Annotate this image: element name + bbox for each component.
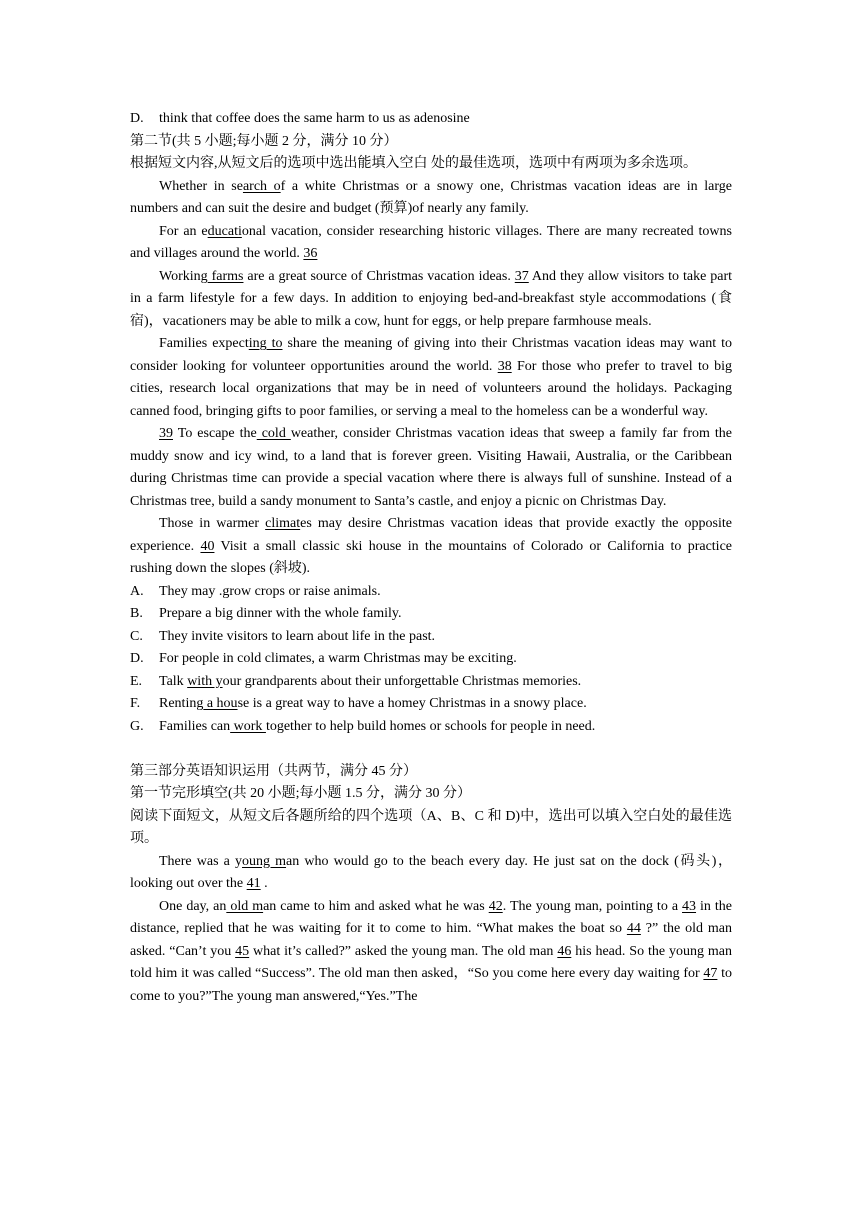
passage-paragraph-5: 39 To escape the cold weather, consider Christmas vacation ideas that sweep a family far from the muddy snow and icy wind, to a land that is forever green. Visiting Hawaii, Australia, or the Caribbean during Christmas time can provide a special vacation where there is always full of sunshine. Instead of a Christmas tree, build a sandy monument to Santa’s castle, and enjoy a picnic on Christmas Day.	[130, 426, 732, 509]
option-c: C. They invite visitors to learn about life in the past.	[130, 628, 436, 644]
blank-39: 39	[159, 426, 173, 441]
part3-instruction: 阅读下面短文，从短文后各题所给的四个选项（A、B、C 和 D)中，选出可以填入空白处的最佳选项。	[130, 808, 732, 846]
blank-46: 46	[557, 943, 572, 959]
blank-40: 40	[200, 538, 215, 554]
section-spacer	[130, 738, 732, 761]
option-e: E. Talk with your grandparents about their unforgettable Christmas memories.	[130, 673, 582, 689]
passage-paragraph-6: Those in warmer climates may desire Christmas vacation ideas that provide exactly the opposite experience. 40 Visit a small classic ski house in the mountains of Colorado or California to practice rushing down the slopes (斜坡).	[130, 516, 733, 576]
blank-44: 44	[626, 921, 641, 936]
blank-42: 42	[488, 898, 503, 914]
option-b: B. Prepare a big dinner with the whole family.	[130, 606, 402, 621]
passage-paragraph-2: For an educational vacation, consider researching historic villages. There are many recreated towns and villages around the world. 36	[130, 223, 732, 261]
previous-question-option-d: D. think that coffee does the same harm to us as adenosine	[130, 111, 470, 126]
cloze-paragraph-1: There was a young man who would go to the beach every day. He just sat on the dock (码头)，looking out over the 41 .	[130, 853, 732, 891]
blank-43: 43	[682, 898, 697, 914]
option-g: G. Families can work together to help build homes or schools for people in need.	[130, 718, 596, 734]
blank-38: 38	[497, 358, 512, 374]
cloze-paragraph-2: One day, an old man came to him and asked what he was 42. The young man, pointing to a 43 in the distance, replied that he was waiting for it to come to him. “What makes the boat so 44 ?” the old man asked. “Can’t you 45 what it’s called?” asked the young man. The old man 46 his head. So the young man told him it was called “Success”. The old man then asked，“So you come here every day waiting for 47 to come to you?”The young man answered,“Yes.”The	[130, 898, 733, 1004]
blank-36: 36	[303, 246, 318, 261]
part3-section1-title: 第一节完形填空(共 20 小题;每小题 1.5 分，满分 30 分）	[130, 786, 472, 801]
option-d: D. For people in cold climates, a warm Christmas may be exciting.	[130, 651, 517, 666]
passage-paragraph-3: Working farms are a great source of Christmas vacation ideas. 37 And they allow visitors to take part in a farm lifestyle for a few days. In addition to enjoying bed-and-breakfast style accommodations (食宿)，vacationers may be able to milk a cow, hunt for eggs, or help prepare farmhouse meals.	[130, 268, 732, 329]
blank-41: 41	[246, 876, 261, 891]
section2-instruction: 根据短文内容,从短文后的选项中选出能填入空白 处的最佳选项，选项中有两项为多余选项。	[130, 156, 697, 171]
option-a: A. They may .grow crops or raise animals.	[130, 583, 381, 599]
blank-45: 45	[235, 943, 250, 959]
part3-title: 第三部分英语知识运用（共两节，满分 45 分）	[130, 763, 417, 779]
passage-paragraph-1: Whether in search of a white Christmas or a snowy one, Christmas vacation ideas are in large numbers and can suit the desire and budget (预算)of nearly any family.	[130, 178, 732, 216]
blank-47: 47	[703, 966, 718, 981]
passage-paragraph-4: Families expecting to share the meaning of giving into their Christmas vacation ideas may want to consider looking for volunteer opportunities around the world. 38 For those who prefer to travel to big cities, research local organizations that may be in need of volunteers around the holidays. Packaging canned food, bringing gifts to poor families, or serving a meal to the homeless can be a wonderful way.	[130, 336, 732, 419]
option-f: F. Renting a house is a great way to have a homey Christmas in a snowy place.	[130, 696, 587, 711]
section2-title: 第二节(共 5 小题;每小题 2 分，满分 10 分）	[130, 133, 398, 149]
document-page	[130, 108, 732, 1008]
blank-37: 37	[514, 268, 529, 284]
